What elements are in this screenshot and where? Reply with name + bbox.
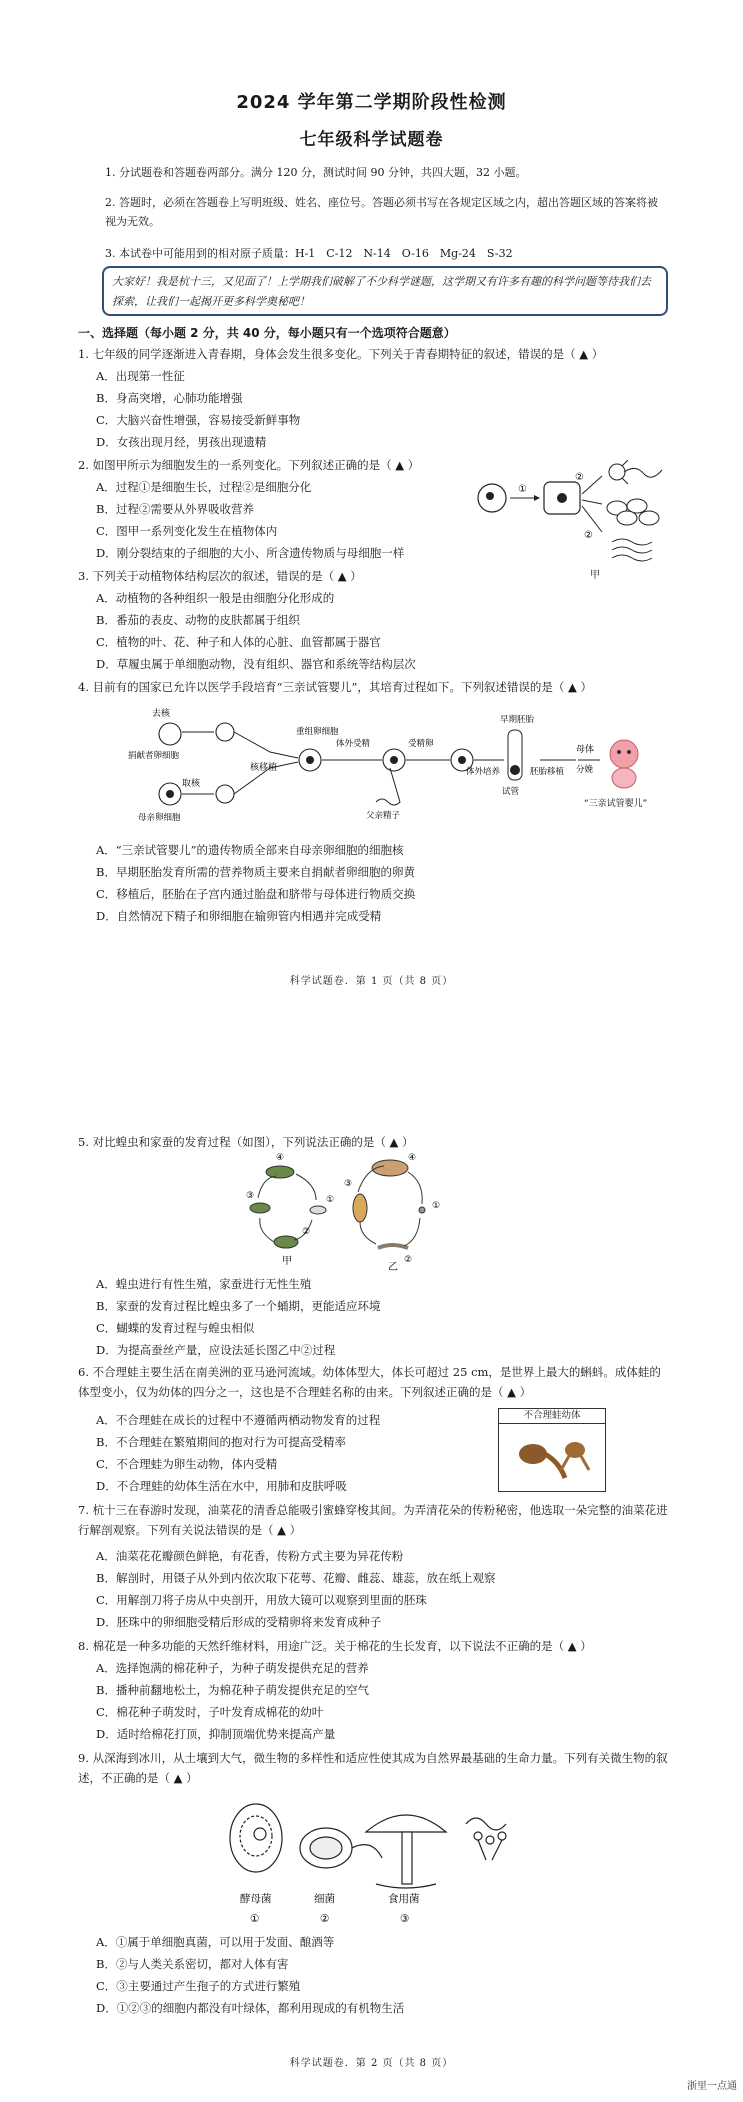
label-three-parent-baby: “三亲试管婴儿”: [584, 799, 648, 809]
watermark: 浙里一点通: [687, 2081, 737, 2092]
q5-option-c: C．蝴蝶的发育过程与蝗虫相似: [96, 1321, 255, 1335]
microbes-figure: [226, 1798, 526, 1928]
question-1-stem: 1. 七年级的同学逐渐进入青春期，身体会发生很多变化。下列关于青春期特征的叙述，错误的是（ ▲ ）: [78, 347, 604, 361]
q6-option-d: D．不合理蛙的幼体生活在水中，用肺和皮肤呼吸: [96, 1479, 347, 1493]
q8-option-b: B．播种前翻地松土，为棉花种子萌发提供充足的空气: [96, 1683, 369, 1697]
question-4-stem: 4. 目前有的国家已允许以医学手段培育“三亲试管婴儿”，其培育过程如下。下列叙述错误的是（ ▲ ）: [78, 680, 593, 694]
label-nuclear-transfer: 核移植: [250, 763, 278, 773]
label-ivf: 体外受精: [336, 739, 371, 749]
bacteria-label: 细菌: [314, 1893, 335, 1905]
q7-option-c: C．用解剖刀将子房从中央剖开，用放大镜可以观察到里面的胚珠: [96, 1593, 427, 1607]
question-5-stem: 5. 对比蝗虫和家蚕的发育过程（如图），下列说法正确的是（ ▲ ）: [78, 1135, 414, 1149]
mushroom-label: 食用菌: [388, 1893, 420, 1905]
q9-option-a: A．①属于单细胞真菌，可以用于发面、酿酒等: [96, 1935, 335, 1949]
jia-mark-3: ③: [246, 1191, 255, 1201]
q8-option-d: D．适时给棉花打顶，抑制顶端优势来提高产量: [96, 1727, 336, 1741]
yi-mark-3: ③: [344, 1179, 353, 1189]
q3-option-d: D．草履虫属于单细胞动物，没有组织、器官和系统等结构层次: [96, 657, 416, 671]
q9-option-b: B．②与人类关系密切，都对人体有害: [96, 1957, 289, 1971]
q9-option-c: C．③主要通过产生孢子的方式进行繁殖: [96, 1979, 301, 1993]
q3-option-b: B．番茄的表皮、动物的皮肤都属于组织: [96, 613, 300, 627]
tadpole-image: [499, 1424, 603, 1490]
intro-box: 大家好！我是杭十三，又见面了！上学期我们破解了不少科学谜题，这学期又有许多有趣的科学问题等待我们去探索，让我们一起揭开更多科学奥秘吧！: [102, 266, 668, 316]
q4-option-a: A．“三亲试管婴儿”的遗传物质全部来自母亲卵细胞的细胞核: [96, 843, 404, 857]
mushroom-num: ③: [400, 1913, 410, 1925]
note-3: 3. 本试卷中可能用到的相对原子质量：H-1 C-12 N-14 O-16 Mg-24 S-32: [105, 247, 513, 260]
question-9-stem: 9. 从深海到冰川，从土壤到大气，微生物的多样性和适应性使其成为自然界最基础的生命力量。下列有关微生物的叙述，不正确的是（ ▲ ）: [78, 1751, 668, 1785]
tadpole-figure-box: [498, 1408, 606, 1492]
question-6-stem: 6. 不合理蛙主要生活在南美洲的亚马逊河流域。幼体体型大，体长可超过 25 cm，是世界上最大的蝌蚪。成体蛙的体型变小，仅为幼体的四分之一，这也是不合理蛙名称的由来。下列叙述正确的是（ ▲ ）: [78, 1365, 661, 1399]
q2-option-c: C．图甲一系列变化发生在植物体内: [96, 524, 278, 538]
q8-option-a: A．选择饱满的棉花种子，为种子萌发提供充足的营养: [96, 1661, 369, 1675]
exam-page-1: [0, 0, 743, 1020]
q3-option-a: A．动植物的各种组织一般是由细胞分化形成的: [96, 591, 335, 605]
label-fertilized-egg: 受精卵: [408, 739, 434, 749]
q2-option-d: D．刚分裂结束的子细胞的大小、所含遗传物质与母细胞一样: [96, 546, 405, 560]
question-2-stem: 2. 如图甲所示为细胞发生的一系列变化。下列叙述正确的是（ ▲ ）: [78, 458, 420, 472]
q2-option-b: B．过程②需要从外界吸收营养: [96, 502, 254, 516]
q2-option-a: A．过程①是细胞生长，过程②是细胞分化: [96, 480, 312, 494]
q3-option-c: C．植物的叶、花、种子和人体的心脏、血管都属于器官: [96, 635, 381, 649]
exam-page-2: [0, 1020, 743, 2102]
label-yi: 乙: [388, 1262, 398, 1272]
q4-option-c: C．移植后，胚胎在子宫内通过胎盘和脐带与母体进行物质交换: [96, 887, 416, 901]
label-embryo-transfer: 胚胎移植: [530, 767, 565, 777]
q7-option-a: A．油菜花花瓣颜色鲜艳，有花香，传粉方式主要为异花传粉: [96, 1549, 404, 1563]
q5-option-d: D．为提高蚕丝产量，应设法延长图乙中②过程: [96, 1343, 336, 1357]
q1-option-b: B．身高突增，心肺功能增强: [96, 391, 243, 405]
label-reconstructed-egg: 重组卵细胞: [296, 727, 339, 737]
question-8-stem: 8. 棉花是一种多功能的天然纤维材料，用途广泛。关于棉花的生长发育，以下说法不正确的是（ ▲ ）: [78, 1639, 592, 1653]
mark-2b: ②: [584, 530, 593, 541]
label-mother-body: 母体: [576, 745, 595, 755]
note-2: 2. 答题时，必须在答题卷上写明班级、姓名、座位号。答题必须书写在各规定区域之内，超出答题区域的答案将被视为无效。: [105, 196, 658, 228]
yeast-label: 酵母菌: [240, 1893, 272, 1905]
mark-1: ①: [518, 484, 527, 495]
q5-option-a: A．蝗虫进行有性生殖，家蚕进行无性生殖: [96, 1277, 312, 1291]
q7-option-d: D．胚珠中的卵细胞受精后形成的受精卵将来发育成种子: [96, 1615, 382, 1629]
label-donor-egg: 捐献者卵细胞: [128, 751, 180, 761]
question-3-stem: 3. 下列关于动植物体结构层次的叙述，错误的是（ ▲ ）: [78, 569, 362, 583]
q1-option-d: D．女孩出现月经，男孩出现遗精: [96, 435, 267, 449]
label-father-sperm: 父亲精子: [366, 811, 401, 821]
yi-mark-1: ①: [432, 1201, 441, 1211]
yi-mark-4: ④: [408, 1153, 417, 1163]
exam-subtitle: 七年级科学试题卷: [299, 130, 444, 150]
label-take-nucleus: 取核: [182, 779, 201, 789]
jia-mark-4: ④: [276, 1153, 285, 1163]
yeast-num: ①: [250, 1913, 260, 1925]
q5-option-b: B．家蚕的发育过程比蝗虫多了一个蛹期，更能适应环境: [96, 1299, 381, 1313]
mark-2a: ②: [575, 472, 584, 483]
label-early-embryo: 早期胚胎: [500, 715, 535, 725]
insect-development-figure: [240, 1152, 480, 1272]
label-culture: 体外培养: [466, 767, 501, 777]
q9-option-d: D．①②③的细胞内都没有叶绿体，都利用现成的有机物生活: [96, 2001, 405, 2015]
q6-option-b: B．不合理蛙在繁殖期间的抱对行为可提高受精率: [96, 1435, 346, 1449]
label-remove-nucleus: 去核: [152, 709, 171, 719]
exam-title: 2024 学年第二学期阶段性检测: [236, 92, 507, 113]
q6-option-a: A．不合理蛙在成长的过程中不遵循两栖动物发育的过程: [96, 1413, 381, 1427]
bacteria-num: ②: [320, 1913, 330, 1925]
label-mother-egg: 母亲卵细胞: [138, 813, 181, 823]
footer-page-1: 科学试题卷．第 1 页（共 8 页）: [289, 976, 454, 987]
ivf-process-figure: [110, 702, 650, 832]
jia-mark-2: ②: [302, 1227, 311, 1237]
q1-option-a: A．出现第一性征: [96, 369, 185, 383]
yi-mark-2: ②: [404, 1255, 413, 1265]
jia-mark-1: ①: [326, 1195, 335, 1205]
q4-option-b: B．早期胚胎发育所需的营养物质主要来自捐献者卵细胞的卵黄: [96, 865, 415, 879]
q8-option-c: C．棉花种子萌发时，子叶发育成棉花的幼叶: [96, 1705, 324, 1719]
figure-label-jia: 甲: [590, 570, 600, 581]
tadpole-box-label: 不合理蛙幼体: [499, 1409, 605, 1424]
label-jia: 甲: [282, 1256, 292, 1267]
section-title: 一、选择题（每小题 2 分，共 40 分，每小题只有一个选项符合题意）: [78, 326, 456, 340]
q7-option-b: B．解剖时，用镊子从外到内依次取下花萼、花瓣、雌蕊、雄蕊，放在纸上观察: [96, 1571, 496, 1585]
note-1: 1. 分试题卷和答题卷两部分。满分 120 分，测试时间 90 分钟，共四大题，32 小题。: [105, 166, 527, 179]
q6-option-c: C．不合理蛙为卵生动物，体内受精: [96, 1457, 278, 1471]
footer-page-2: 科学试题卷．第 2 页（共 8 页）: [289, 2058, 454, 2069]
label-test-tube: 试管: [502, 787, 520, 797]
q1-option-c: C．大脑兴奋性增强，容易接受新鲜事物: [96, 413, 301, 427]
cell-change-figure: [472, 460, 672, 570]
q4-option-d: D．自然情况下精子和卵细胞在输卵管内相遇并完成受精: [96, 909, 382, 923]
question-7-stem: 7. 杭十三在春游时发现，油菜花的清香总能吸引蜜蜂穿梭其间。为弄清花朵的传粉秘密，他选取一朵完整的油菜花进行解剖观察。下列有关说法错误的是（ ▲ ）: [78, 1503, 668, 1537]
label-delivery: 分娩: [576, 765, 594, 775]
